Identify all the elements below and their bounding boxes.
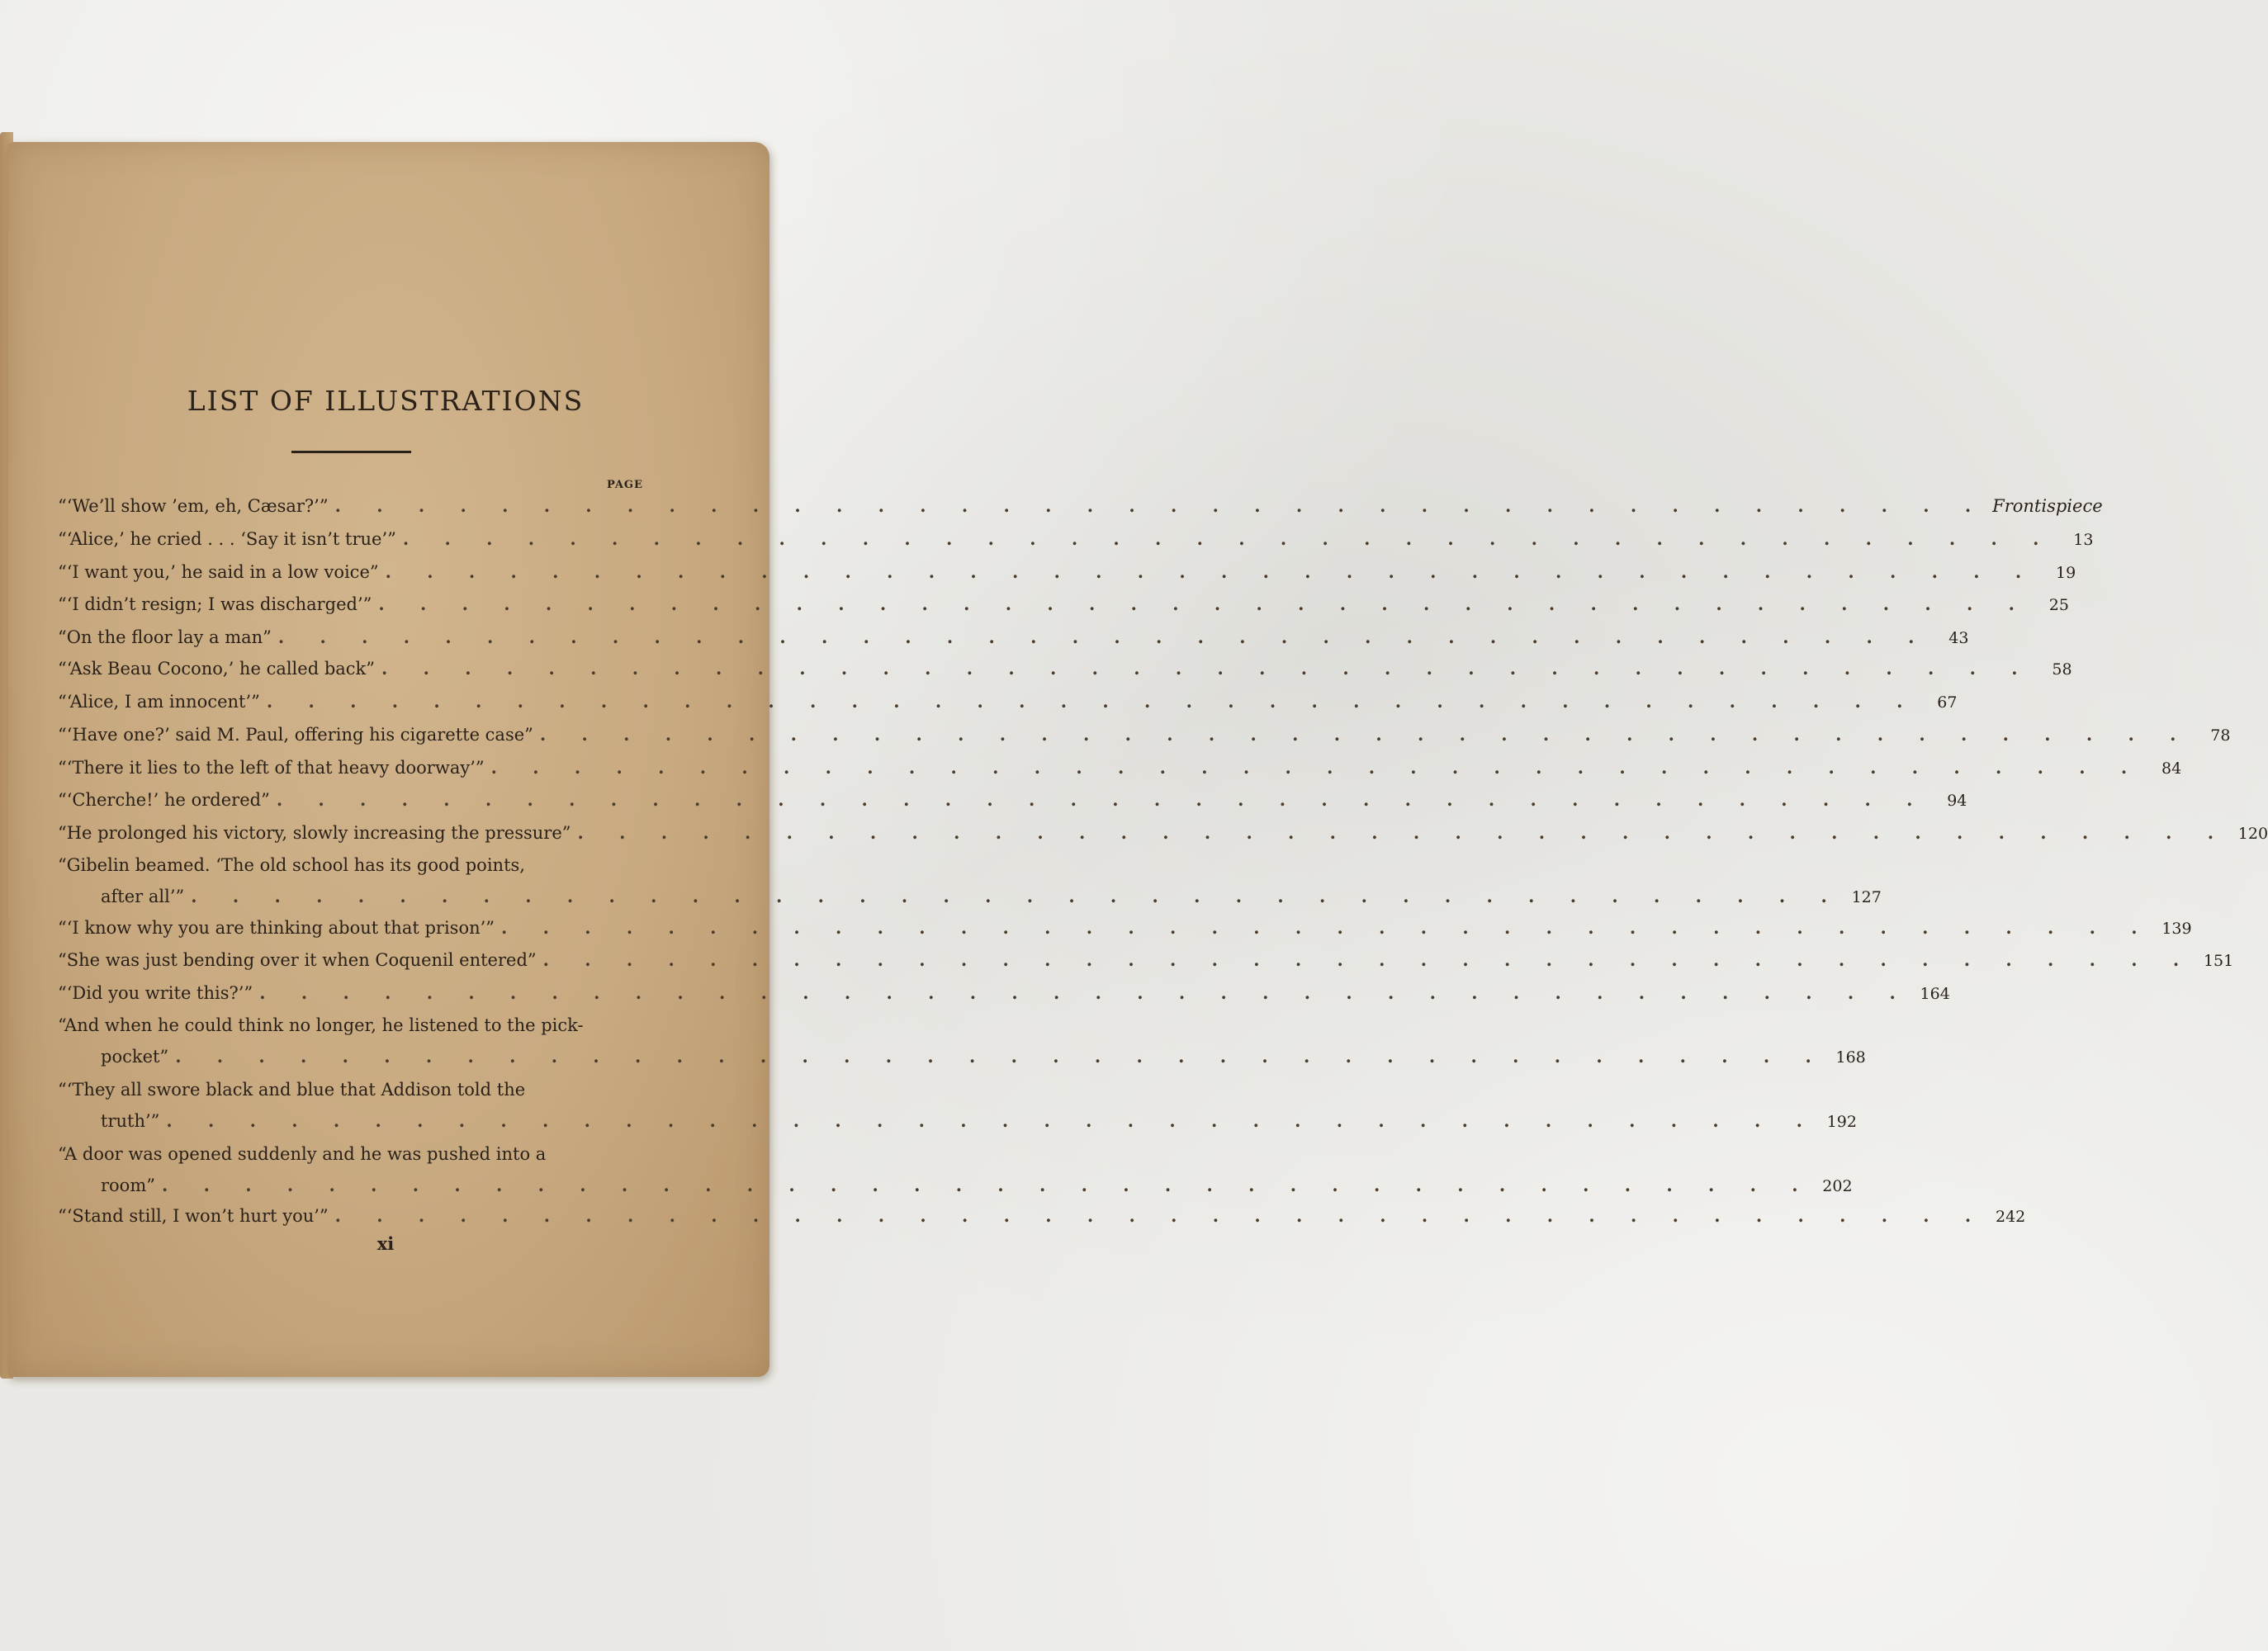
entry-caption: “‘Stand still, I won’t hurt you’” <box>58 1206 329 1226</box>
list-item <box>58 752 2182 783</box>
entry-page-number: 19 <box>2056 564 2076 582</box>
dot-leader: . . . . . . . . . . . . . . . . . . . . . . . . . . . . . . . . . . . . . . . . <box>175 1046 1826 1067</box>
entry-page-number: 25 <box>2048 596 2069 614</box>
entry-caption: “‘There it lies to the left of that heavy doorway’” <box>58 758 485 778</box>
entry-caption: “‘I know why you are thinking about that prison’” <box>58 918 495 938</box>
entry-page-number: 94 <box>1947 792 1967 810</box>
list-item <box>58 1200 2026 1232</box>
entry-caption: “On the floor lay a man” <box>58 627 272 647</box>
dot-leader: . . . . . . . . . . . . . . . . . . . . . . . . . . . . . . . . . . . . . . . . <box>378 594 2029 614</box>
list-item <box>58 977 1950 1009</box>
list-item <box>58 1074 1857 1137</box>
page-column-label: PAGE <box>607 479 643 491</box>
entry-caption: “Gibelin beamed. ‘The old school has its good points, <box>58 855 525 875</box>
dot-leader: . . . . . . . . . . . . . . . . . . . . . . . . . . . . . . . . . . . . . . . . <box>161 1175 1813 1195</box>
dot-leader: . . . . . . . . . . . . . . . . . . . . . . . . . . . . . . . . . . . . . . . . <box>381 658 2033 679</box>
list-item <box>58 719 2231 750</box>
dot-leader: . . . . . . . . . . . . . . . . . . . . . . . . . . . . . . . . . . . . . . . . <box>276 789 1928 810</box>
list-item <box>58 1010 1866 1072</box>
dot-leader: . . . . . . . . . . . . . . . . . . . . . . . . . . . . . . . . . . . . . . . . <box>166 1110 1817 1131</box>
entry-caption: “He prolonged his victory, slowly increasing the pressure” <box>58 823 571 843</box>
list-item <box>58 490 2103 522</box>
list-item <box>58 589 2069 620</box>
entry-page-number: 78 <box>2210 726 2231 745</box>
dot-leader: . . . . . . . . . . . . . . . . . . . . . . . . . . . . . . . . . . . . . . . . <box>577 822 2229 843</box>
page-title: LIST OF ILLUSTRATIONS <box>187 385 585 417</box>
folio-number: xi <box>376 1233 395 1254</box>
list-item <box>58 523 2094 555</box>
entry-page-number: 58 <box>2052 660 2072 679</box>
entry-caption: “‘They all swore black and blue that Addison told the <box>58 1080 526 1100</box>
entry-page-number: 67 <box>1937 693 1958 712</box>
entry-page-number: 120 <box>2237 825 2268 843</box>
entry-page-number: 242 <box>1995 1208 2026 1226</box>
entry-caption: “‘Ask Beau Cocono,’ he called back” <box>58 659 376 679</box>
dot-leader: . . . . . . . . . . . . . . . . . . . . . . . . . . . . . . . . . . . . . . . . <box>501 917 2152 938</box>
dot-leader: . . . . . . . . . . . . . . . . . . . . . . . . . . . . . . . . . . . . . . . . <box>266 691 1918 712</box>
dot-leader: . . . . . . . . . . . . . . . . . . . . . . . . . . . . . . . . . . . . . . . . <box>542 949 2195 970</box>
entry-page-number: 139 <box>2161 920 2192 938</box>
entry-page-number: 202 <box>1822 1177 1853 1195</box>
list-item <box>58 686 1958 717</box>
entry-page-number: 13 <box>2073 531 2094 549</box>
title-rule <box>291 451 411 453</box>
entry-caption: “A door was opened suddenly and he was pushed into a <box>58 1144 547 1164</box>
list-item <box>58 1138 1853 1201</box>
entry-page-number: 43 <box>1948 629 1969 647</box>
list-item <box>58 622 1969 653</box>
entry-caption: “‘Alice,’ he cried . . . ‘Say it isn’t true’” <box>58 529 396 549</box>
entry-page-number: 192 <box>1826 1113 1857 1131</box>
entry-caption: “‘I want you,’ he said in a low voice” <box>58 562 379 582</box>
entry-page-number: 168 <box>1835 1048 1866 1067</box>
dot-leader: . . . . . . . . . . . . . . . . . . . . . . . . . . . . . . . . . . . . . . . . <box>402 528 2054 549</box>
entry-caption: “‘Cherche!’ he ordered” <box>58 790 270 810</box>
list-item <box>58 849 1882 912</box>
dot-leader: . . . . . . . . . . . . . . . . . . . . . . . . . . . . . . . . . . . . . . . . <box>385 561 2037 582</box>
entry-page-number: 151 <box>2203 952 2234 970</box>
dot-leader: . . . . . . . . . . . . . . . . . . . . . . . . . . . . . . . . . . . . . . . . <box>490 757 2143 778</box>
entry-caption: “‘Did you write this?’” <box>58 983 253 1003</box>
dot-leader: . . . . . . . . . . . . . . . . . . . . . . . . . . . . . . . . . . . . . . . . <box>259 982 1911 1003</box>
dot-leader: . . . . . . . . . . . . . . . . . . . . . . . . . . . . . . . . . . . . . . . . <box>334 1205 1986 1226</box>
list-item <box>58 653 2072 684</box>
dot-leader: . . . . . . . . . . . . . . . . . . . . . . . . . . . . . . . . . . . . . . . . <box>334 495 1986 516</box>
entry-caption: “She was just bending over it when Coquenil entered” <box>58 950 537 970</box>
entry-caption: “‘We’ll show ’em, eh, Cæsar?’” <box>58 496 329 516</box>
dot-leader: . . . . . . . . . . . . . . . . . . . . . . . . . . . . . . . . . . . . . . . . <box>191 886 1842 906</box>
entry-caption-continuation: after all’” <box>101 887 185 906</box>
dot-leader: . . . . . . . . . . . . . . . . . . . . . . . . . . . . . . . . . . . . . . . . <box>277 627 1929 647</box>
entry-caption: “And when he could think no longer, he listened to the pick- <box>58 1015 584 1035</box>
entry-caption: “‘I didn’t resign; I was discharged’” <box>58 594 372 614</box>
entry-page-number: 127 <box>1851 888 1882 906</box>
entry-caption-continuation: truth’” <box>101 1111 160 1131</box>
list-item <box>58 784 1967 816</box>
list-item <box>58 912 2192 944</box>
entry-caption-continuation: room” <box>101 1176 155 1195</box>
dot-leader: . . . . . . . . . . . . . . . . . . . . . . . . . . . . . . . . . . . . . . . . <box>539 724 2191 745</box>
entry-caption-continuation: pocket” <box>101 1047 169 1067</box>
list-item <box>58 556 2076 588</box>
entry-page-number: Frontispiece <box>1992 496 2103 516</box>
list-item <box>58 944 2234 976</box>
entry-caption: “‘Have one?’ said M. Paul, offering his cigarette case” <box>58 725 533 745</box>
entry-page-number: 164 <box>1920 985 1950 1003</box>
entry-page-number: 84 <box>2161 759 2182 778</box>
list-item <box>58 817 2268 849</box>
entry-caption: “‘Alice, I am innocent’” <box>58 692 260 712</box>
